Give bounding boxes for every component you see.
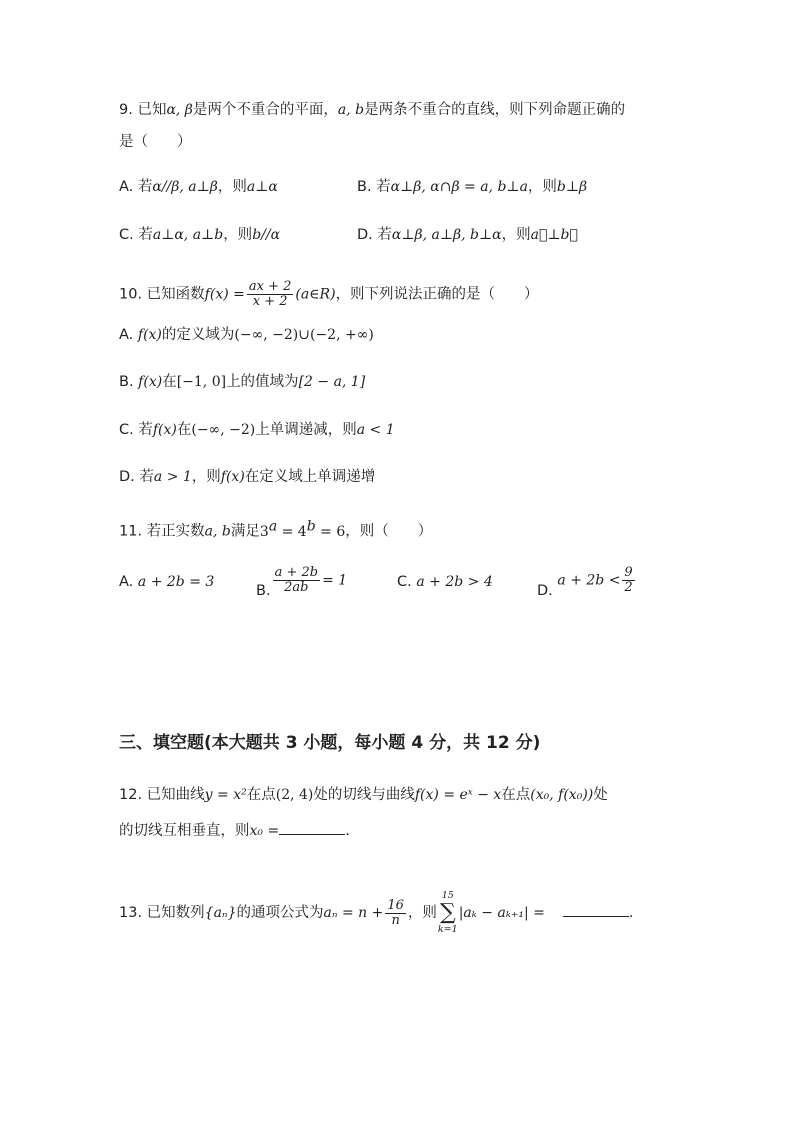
fraction-numerator: a + 2b	[274, 565, 319, 580]
q10-option-c	[119, 420, 395, 440]
q10-stem	[119, 280, 539, 309]
option-text: 上单调递减，则	[255, 422, 357, 438]
q10-condition: (a∈R)	[295, 286, 336, 303]
option-math: a + 2b <	[557, 572, 621, 589]
sigma-icon: ∑	[439, 900, 456, 925]
option-label: C. 若	[119, 422, 153, 438]
option-label: A.	[119, 574, 134, 590]
q12-line1	[119, 785, 608, 805]
q12-x0: x₀ =	[249, 823, 280, 839]
q12-text: 处的切线与曲线	[313, 787, 415, 803]
q12-function: f(x) = eˣ − x	[414, 787, 502, 803]
option-text: 在定义域上单调递增	[244, 469, 376, 485]
option-text: ，则	[527, 179, 557, 195]
option-math: f(x)	[137, 327, 162, 343]
q13-text: 的通项公式为	[236, 905, 324, 921]
q12-period: .	[345, 823, 350, 839]
option-text: 的定义域为	[161, 327, 235, 343]
q13-fraction	[385, 899, 406, 928]
option-math: a + 2b = 3	[137, 574, 215, 590]
option-math: a⊥α, a⊥b	[152, 227, 224, 243]
option-math: = 1	[322, 572, 348, 589]
option-label: B.	[256, 582, 271, 599]
q11-option-a	[119, 572, 214, 592]
q13-text: ，则	[407, 905, 437, 921]
exponent: b	[306, 518, 316, 534]
option-math: (−∞, −2)∪(−2, +∞)	[234, 327, 374, 343]
option-math: a⃗⊥b⃗	[530, 227, 578, 243]
option-label: B. 若	[357, 179, 391, 195]
q12-curve: y = x²	[204, 787, 247, 803]
option-label: D. 若	[357, 227, 392, 243]
option-math: f(x)	[152, 422, 177, 438]
q12-point: (2, 4)	[275, 787, 314, 803]
q9-stem-line2: 是（ ）	[119, 134, 192, 150]
sum-upper-limit: 15	[441, 890, 454, 901]
q10-fraction	[247, 280, 294, 309]
section-3-heading: 三、填空题(本大题共 3 小题，每小题 4 分，共 12 分)	[119, 733, 541, 753]
q9-text: 是两个不重合的平面，	[192, 102, 338, 118]
equation-part: = 6	[315, 523, 346, 540]
q9-number: 9. 已知	[119, 102, 167, 118]
option-text: ，则	[223, 227, 253, 243]
option-math: [−1, 0]	[176, 374, 227, 390]
q13-formula: aₙ = n +	[323, 905, 384, 921]
option-math: [2 − a, 1]	[298, 374, 366, 390]
option-math: α⊥β, a⊥β, b⊥α	[391, 227, 502, 243]
option-math: a⊥α	[246, 179, 278, 195]
option-label: C.	[397, 574, 412, 590]
option-math: a < 1	[356, 422, 395, 438]
q9-lines: a, b	[337, 102, 365, 118]
q10-option-b	[119, 372, 365, 392]
q11-equation	[259, 518, 346, 540]
q9-option-d	[357, 225, 578, 245]
answer-blank[interactable]	[563, 902, 629, 917]
q12-text: 处	[593, 787, 608, 803]
option-text: 在	[176, 422, 192, 438]
q11-vars: a, b	[204, 523, 231, 540]
option-math: f(x)	[220, 469, 245, 485]
q11-option-c	[397, 572, 493, 592]
q12-number: 12. 已知曲线	[119, 787, 205, 803]
q12-text: 在点	[246, 787, 276, 803]
option-math: α//β, a⊥β	[152, 179, 218, 195]
fraction-numerator: 9	[624, 565, 633, 580]
base: 3	[259, 523, 269, 540]
q10-option-a	[119, 325, 374, 345]
q9-option-b	[357, 177, 587, 197]
q9-option-c	[119, 225, 280, 245]
q13-period: .	[628, 905, 634, 921]
option-math: a > 1	[153, 469, 192, 485]
summation-symbol	[438, 890, 458, 936]
option-label: C. 若	[119, 227, 153, 243]
option-label: B.	[119, 374, 134, 390]
q10-option-d	[119, 467, 375, 487]
q11-text: ，则（ ）	[345, 523, 433, 540]
fraction-numerator: ax + 2	[248, 279, 292, 294]
option-math: b//α	[252, 227, 281, 243]
option-label: D. 若	[119, 469, 154, 485]
option-text: ，则	[501, 227, 531, 243]
answer-blank[interactable]	[279, 820, 345, 835]
q10-function: f(x) =	[204, 286, 245, 303]
fraction-denominator: x + 2	[252, 294, 288, 309]
equation-part: = 4	[277, 523, 307, 540]
option-text: 在	[162, 374, 177, 390]
option-math: f(x)	[138, 374, 163, 390]
q13-sum-body: |aₖ − aₖ₊₁| =	[458, 905, 545, 921]
option-math: α⊥β, α∩β = a, b⊥a	[390, 179, 528, 195]
q11-stem	[119, 516, 432, 542]
option-math: (−∞, −2)	[191, 422, 256, 438]
option-label: D.	[537, 582, 553, 599]
q11-b-fraction	[273, 566, 321, 595]
q9-text: 是两条不重合的直线，则下列命题正确的	[364, 102, 626, 118]
q11-number: 11. 若正实数	[119, 523, 205, 540]
q10-text: ，则下列说法正确的是（ ）	[335, 286, 539, 303]
q11-option-b	[256, 565, 348, 599]
option-math: a + 2b > 4	[416, 574, 493, 590]
q12-line2	[119, 820, 350, 841]
q11-text: 满足	[230, 523, 260, 540]
fraction-numerator: 16	[387, 897, 404, 913]
q10-number: 10. 已知函数	[119, 286, 205, 303]
exponent: a	[268, 518, 278, 534]
q13-number: 13. 已知数列	[119, 905, 205, 921]
sum-lower-limit: k=1	[437, 924, 458, 935]
option-text: ，则	[217, 179, 247, 195]
option-label: A. 若	[119, 179, 153, 195]
q12-point2: (x₀, f(x₀))	[530, 787, 594, 803]
q12-text: 在点	[501, 787, 531, 803]
option-label: A.	[119, 327, 134, 343]
q12-text: 的切线互相垂直，则	[119, 823, 250, 839]
option-text: ，则	[191, 469, 221, 485]
option-text: 上的值域为	[226, 374, 299, 390]
fraction-denominator: n	[391, 912, 400, 928]
q13-sequence: {aₙ}	[204, 905, 237, 921]
q13-line	[119, 890, 633, 936]
fraction-denominator: 2ab	[284, 580, 309, 595]
q9-option-a	[119, 177, 278, 197]
q9-stem-line1	[119, 100, 625, 120]
q11-d-fraction	[622, 566, 634, 595]
q11-option-d	[537, 565, 637, 599]
option-math: b⊥β	[556, 179, 588, 195]
fraction-denominator: 2	[624, 580, 633, 595]
q9-planes: α, β	[166, 102, 193, 118]
